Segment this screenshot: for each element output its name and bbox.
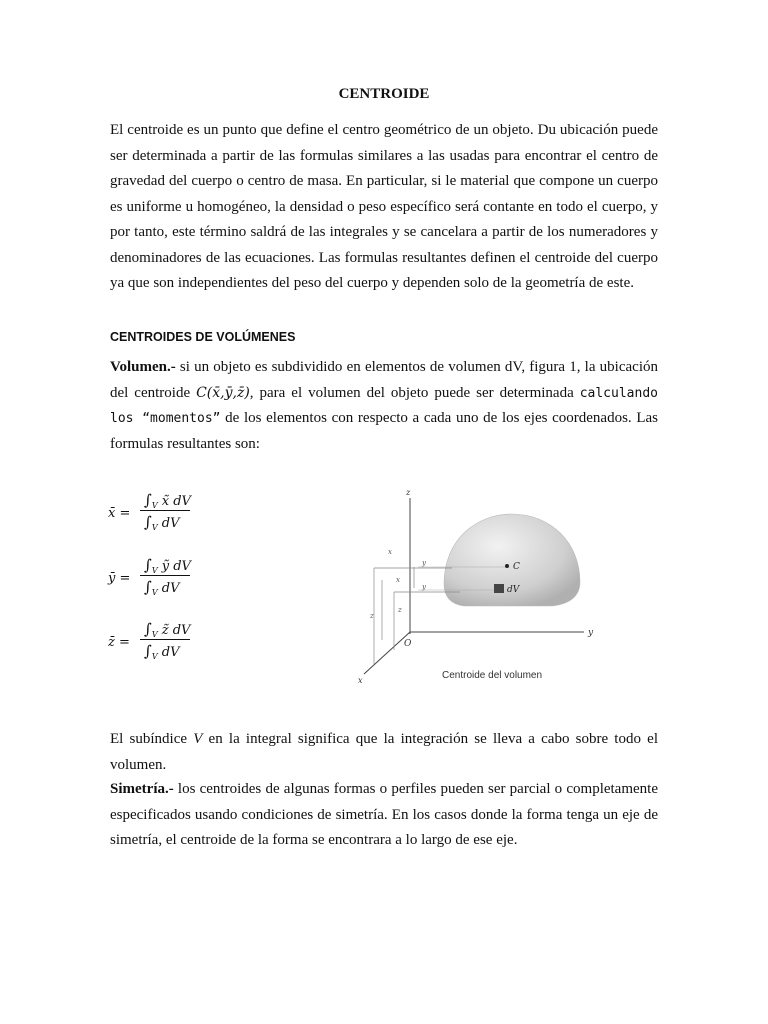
formula-fraction	[140, 555, 192, 596]
formula-numerator: $\int_V$ x̃ dV	[144, 491, 191, 510]
figure-svg	[352, 484, 602, 690]
formula-denominator: $\int_V$ dV	[144, 578, 180, 597]
formula-lhs: z̄ =	[108, 635, 130, 650]
label-x-bar: x	[396, 576, 400, 584]
simetria-text: los centroides de algunas formas o perfiles pueden ser parcial o completamente especificados usando condiciones de simetría. En los casos donde la forma tenga un eje de simetría, el centroide de la forma se encontrara a lo largo de ese eje.	[110, 781, 658, 848]
centroid-symbol: C(x̄,ȳ,z̄)	[196, 384, 250, 401]
simetria-label: Simetría.-	[110, 781, 174, 797]
formula-fraction	[140, 490, 192, 531]
formula-lhs: ȳ =	[108, 571, 131, 586]
label-dv: dV	[507, 585, 520, 595]
formula-fraction	[140, 619, 192, 660]
label-y-axis: y	[588, 628, 594, 638]
volumen-paragraph	[110, 355, 658, 457]
label-z-bar: z	[398, 606, 402, 614]
subindice-paragraph: El subíndice V en la integral significa que la integración se lleva a cabo sobre todo el volumen.	[110, 731, 658, 773]
volumen-mono-text: calculando los “momentos”	[110, 385, 658, 426]
label-z-left: z	[370, 612, 374, 620]
volumen-text-3: de los elementos con respecto a cada uno de los ejes coordenados. Las formulas resultantes son:	[110, 410, 658, 452]
volumen-text-2: , para el volumen del objeto puede ser determinada	[249, 384, 580, 401]
volumen-text-1: si un objeto es subdividido en elementos de volumen dV, figura 1, la ubicación del centroide	[110, 359, 658, 401]
label-z-axis: z	[406, 488, 411, 497]
intro-paragraph: El centroide es un punto que define el centro geométrico de un objeto. Du ubicación puede ser determinada a partir de las formulas similares a las usadas para encontrar el centro de gravedad del cuerpo o centro de masa. En particular, si le material que compone un cuerpo es uniforme u homogéneo, la densidad o peso específico será contante en todo el cuerpo, y por tanto, este término saldrá de las integrales y se cancelara a partir de los numeradores y denominadores de las ecuaciones. Las formulas resultantes definen el centroide del cuerpo ya que son independientes del peso del cuerpo y dependen solo de la geometría de este.	[110, 122, 658, 291]
formula-denominator: $\int_V$ dV	[144, 513, 180, 532]
formula-numerator: $\int_V$ z̃ dV	[144, 620, 191, 639]
figure-caption: Centroide del volumen	[442, 670, 543, 681]
label-c: C	[513, 562, 520, 572]
label-origin: O	[404, 639, 412, 649]
subindice-var: V	[193, 731, 203, 747]
formula-lhs: x̄ =	[108, 506, 131, 521]
page-title: CENTROIDE	[338, 86, 430, 102]
simetria-paragraph	[110, 777, 658, 854]
volume-element	[494, 584, 504, 593]
centroid-volume-figure	[352, 484, 602, 690]
section-heading: CENTROIDES DE VOLÚMENES	[110, 330, 296, 344]
label-y-upper: y	[422, 559, 426, 567]
label-x-top: x	[388, 548, 392, 556]
label-y-lower: y	[422, 583, 426, 591]
volumen-label: Volumen.-	[110, 359, 176, 375]
label-x-axis: x	[358, 676, 363, 685]
formula-denominator: $\int_V$ dV	[144, 642, 180, 661]
formula-numerator: $\int_V$ ỹ dV	[144, 556, 191, 575]
centroid-point	[505, 564, 509, 568]
